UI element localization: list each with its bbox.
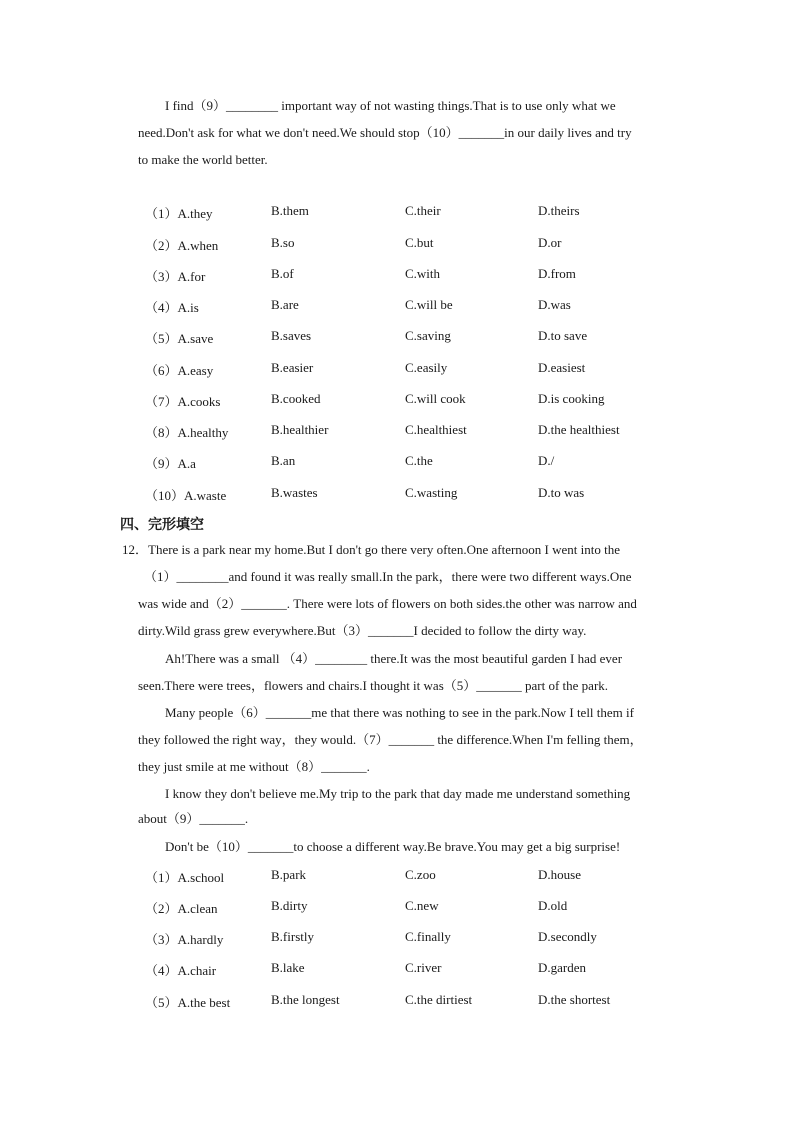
option-c[interactable]: C.with [405, 266, 441, 281]
passage-line: Ah!There was a small （4）________ there.It was the most beautiful garden I had ever [165, 651, 623, 666]
passage-line: to make the world better. [138, 152, 268, 167]
option-b[interactable]: B.firstly [271, 929, 314, 944]
option-b[interactable]: B.healthier [271, 422, 329, 437]
option-d[interactable]: D.easiest [538, 360, 586, 375]
passage-line: seen.There were trees，flowers and chairs.I thought it was（5）_______ part of the park. [138, 678, 609, 693]
passage-line: dirty.Wild grass grew everywhere.But（3）_______I decided to follow the dirty way. [138, 623, 587, 638]
option-b[interactable]: B.the longest [271, 992, 340, 1007]
option-c[interactable]: C.their [405, 203, 441, 218]
option-d[interactable]: D.was [538, 297, 571, 312]
option-b[interactable]: B.easier [271, 360, 314, 375]
option-b[interactable]: B.park [271, 867, 307, 882]
option-c[interactable]: C.finally [405, 929, 451, 944]
option-a[interactable]: （1）A.school [145, 870, 225, 885]
passage-line: I find（9）________ important way of not wasting things.That is to use only what we [165, 98, 616, 113]
passage-line: Don't be（10）_______to choose a different way.Be brave.You may get a big surprise! [165, 839, 621, 854]
option-b[interactable]: B.an [271, 453, 296, 468]
option-a[interactable]: （4）A.is [145, 300, 199, 315]
option-row [0, 297, 794, 317]
passage-line: was wide and（2）_______. There were lots of flowers on both sides.the other was narrow and [138, 596, 637, 611]
option-b[interactable]: B.lake [271, 960, 305, 975]
passage-line: they followed the right way，they would.（7）_______ the difference.When I'm felling them， [138, 732, 643, 747]
option-d[interactable]: D.garden [538, 960, 587, 975]
passage-line: （1）________and found it was really small.In the park，there were two different ways.One [144, 569, 632, 584]
option-b[interactable]: B.saves [271, 328, 312, 343]
option-d[interactable]: D.from [538, 266, 576, 281]
option-row [0, 929, 794, 949]
option-a[interactable]: （3）A.for [145, 269, 206, 284]
option-c[interactable]: C.the dirtiest [405, 992, 473, 1007]
option-b[interactable]: B.wastes [271, 485, 318, 500]
option-d[interactable]: D.to save [538, 328, 588, 343]
option-c[interactable]: C.wasting [405, 485, 458, 500]
passage-line: I know they don't believe me.My trip to the park that day made me understand something [165, 786, 631, 801]
passage-line: Many people（6）_______me that there was nothing to see in the park.Now I tell them if [165, 705, 634, 720]
option-c[interactable]: C.healthiest [405, 422, 467, 437]
option-c[interactable]: C.but [405, 235, 434, 250]
option-c[interactable]: C.the [405, 453, 433, 468]
passage-line: need.Don't ask for what we don't need.We should stop（10）_______in our daily lives and try [138, 125, 632, 140]
option-b[interactable]: B.dirty [271, 898, 308, 913]
option-row [0, 867, 794, 887]
option-a[interactable]: （8）A.healthy [145, 425, 229, 440]
option-d[interactable]: D.the shortest [538, 992, 611, 1007]
option-row [0, 203, 794, 223]
option-a[interactable]: （6）A.easy [145, 363, 214, 378]
option-d[interactable]: D.to was [538, 485, 585, 500]
option-a[interactable]: （9）A.a [145, 456, 196, 471]
option-c[interactable]: C.new [405, 898, 439, 913]
option-a[interactable]: （10）A.waste [145, 488, 227, 503]
option-row [0, 266, 794, 286]
option-d[interactable]: D.secondly [538, 929, 597, 944]
option-row [0, 960, 794, 980]
option-a[interactable]: （2）A.clean [145, 901, 218, 916]
option-c[interactable]: C.saving [405, 328, 451, 343]
option-row [0, 453, 794, 473]
option-d[interactable]: D.house [538, 867, 581, 882]
option-row [0, 898, 794, 918]
option-row [0, 235, 794, 255]
option-d[interactable]: D.the healthiest [538, 422, 620, 437]
option-a[interactable]: （4）A.chair [145, 963, 217, 978]
option-d[interactable]: D.theirs [538, 203, 580, 218]
option-a[interactable]: （7）A.cooks [145, 394, 221, 409]
option-c[interactable]: C.river [405, 960, 442, 975]
option-b[interactable]: B.of [271, 266, 294, 281]
option-a[interactable]: （5）A.save [145, 331, 214, 346]
option-d[interactable]: D.old [538, 898, 568, 913]
option-d[interactable]: D.is cooking [538, 391, 605, 406]
option-d[interactable]: D./ [538, 453, 555, 468]
option-b[interactable]: B.so [271, 235, 295, 250]
option-a[interactable]: （2）A.when [145, 238, 219, 253]
option-b[interactable]: B.are [271, 297, 299, 312]
option-a[interactable]: （5）A.the best [145, 995, 231, 1010]
option-b[interactable]: B.them [271, 203, 309, 218]
passage-line: 12．There is a park near my home.But I don't go there very often.One afternoon I went into the [122, 542, 620, 557]
option-row [0, 992, 794, 1012]
section-heading: 四、完形填空 [120, 517, 204, 533]
option-row [0, 391, 794, 411]
option-c[interactable]: C.will cook [405, 391, 466, 406]
option-b[interactable]: B.cooked [271, 391, 321, 406]
option-d[interactable]: D.or [538, 235, 562, 250]
option-a[interactable]: （1）A.they [145, 206, 213, 221]
option-c[interactable]: C.zoo [405, 867, 436, 882]
option-row [0, 422, 794, 442]
option-row [0, 485, 794, 505]
option-a[interactable]: （3）A.hardly [145, 932, 224, 947]
option-row [0, 328, 794, 348]
passage-line: about（9）_______. [138, 811, 249, 826]
option-c[interactable]: C.will be [405, 297, 453, 312]
option-c[interactable]: C.easily [405, 360, 448, 375]
passage-line: they just smile at me without（8）_______. [138, 759, 370, 774]
option-row [0, 360, 794, 380]
